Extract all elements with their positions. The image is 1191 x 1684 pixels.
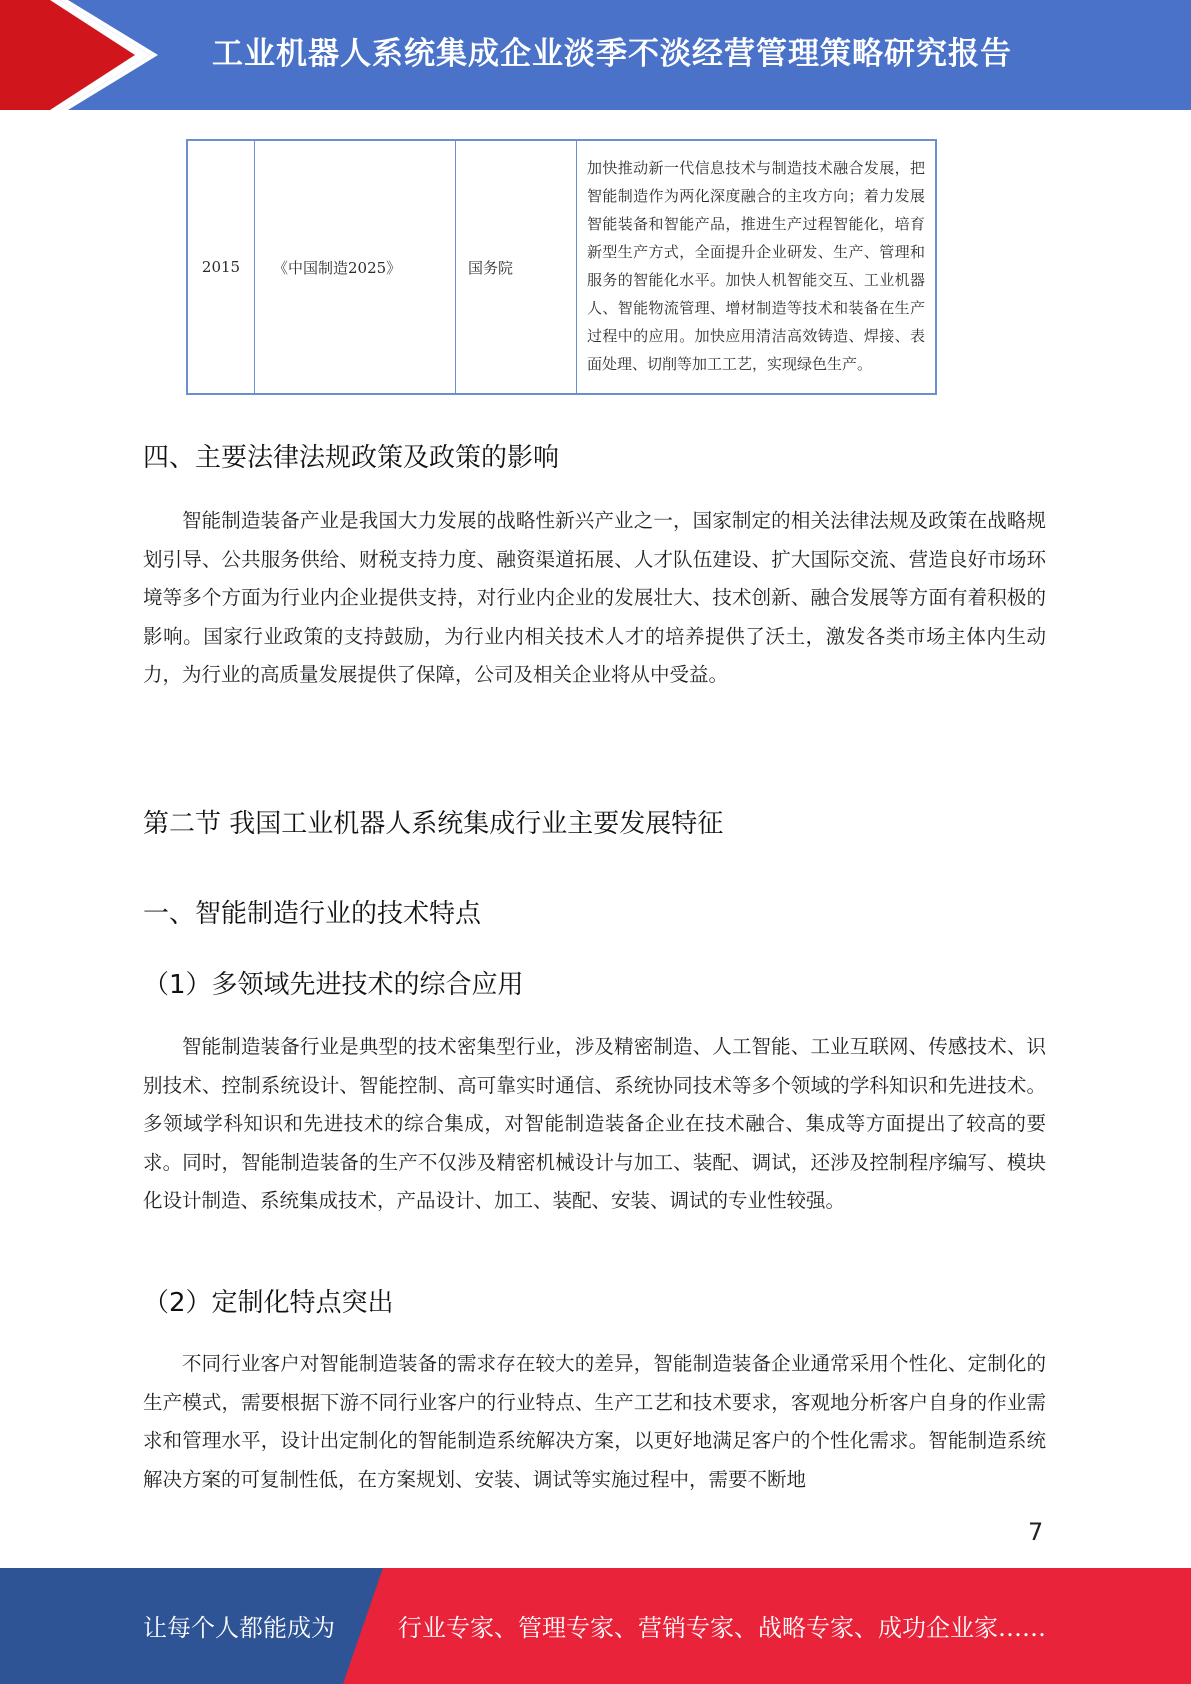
- policy-org-cell: 国务院: [456, 140, 577, 394]
- footer-slogan-left: 让每个人都能成为: [143, 1614, 335, 1642]
- paragraph-customization: 不同行业客户对智能制造装备的需求存在较大的差异，智能制造装备企业通常采用个性化、定制化的生产模式，需要根据下游不同行业客户的行业特点、生产工艺和技术要求，客观地分析客户自身的作业需求和管理水平，设计出定制化的智能制造系统解决方案，以更好地满足客户的个性化需求。智能制造系统解决方案的可复制性低，在方案规划、安装、调试等实施过程中，需要不断地: [143, 1352, 1046, 1491]
- policy-name-cell: 《中国制造2025》: [255, 140, 456, 394]
- footer-banner: [0, 1568, 1191, 1684]
- paragraph-multi-domain: 智能制造装备行业是典型的技术密集型行业，涉及精密制造、人工智能、工业互联网、传感技术、识别技术、控制系统设计、智能控制、高可靠实时通信、系统协同技术等多个领域的学科知识和先进技术。多领域学科知识和先进技术的综合集成，对智能制造装备企业在技术融合、集成等方面提出了较高的要求。同时，智能制造装备的生产不仅涉及精密机械设计与加工、装配、调试，还涉及控制程序编写、模块化设计制造、系统集成技术，产品设计、加工、装配、安装、调试的专业性较强。: [143, 1035, 1046, 1212]
- policy-description-cell: 加快推动新一代信息技术与制造技术融合发展，把智能制造作为两化深度融合的主攻方向；着力发展智能装备和智能产品，推进生产过程智能化，培育新型生产方式，全面提升企业研发、生产、管理和服务的智能化水平。加快人机智能交互、工业机器人、智能物流管理、增材制造等技术和装备在生产过程中的应用。加快应用清洁高效铸造、焊接、表面处理、切削等加工工艺，实现绿色生产。: [577, 140, 937, 394]
- subheading-multi-domain: （1）多领域先进技术的综合应用: [143, 970, 524, 1000]
- report-title: 工业机器人系统集成企业淡季不淡经营管理策略研究报告: [212, 36, 1012, 72]
- section-heading-tech-features: 一、智能制造行业的技术特点: [143, 899, 482, 929]
- policy-year-cell: 2015: [187, 140, 255, 394]
- policy-table: [186, 139, 937, 395]
- chapter-heading: 第二节 我国工业机器人系统集成行业主要发展特征: [143, 809, 724, 839]
- paragraph-regulations: 智能制造装备产业是我国大力发展的战略性新兴产业之一，国家制定的相关法律法规及政策在战略规划引导、公共服务供给、财税支持力度、融资渠道拓展、人才队伍建设、扩大国际交流、营造良好市场环境等多个方面为行业内企业提供支持，对行业内企业的发展壮大、技术创新、融合发展等方面有着积极的影响。国家行业政策的支持鼓励，为行业内相关技术人才的培养提供了沃土，激发各类市场主体内生动力，为行业的高质量发展提供了保障，公司及相关企业将从中受益。: [143, 509, 1046, 686]
- subheading-customization: （2）定制化特点突出: [143, 1288, 394, 1318]
- section-heading-regulations: 四、主要法律法规政策及政策的影响: [143, 443, 560, 473]
- footer-slogan-right: 行业专家、管理专家、营销专家、战略专家、成功企业家……: [398, 1614, 1046, 1642]
- header-banner: [0, 0, 1191, 110]
- table-row: [187, 140, 936, 394]
- page-number: 7: [1028, 1518, 1044, 1546]
